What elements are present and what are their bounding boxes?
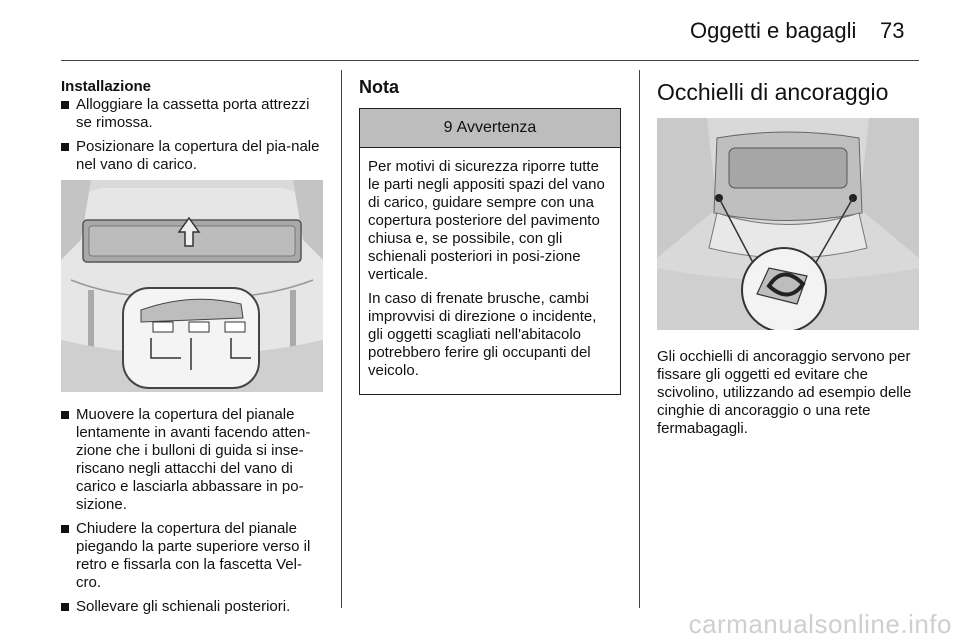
watermark: carmanualsonline.info [688, 609, 952, 639]
warning-symbol-icon: 9 [443, 119, 453, 136]
list-item: Muovere la copertura del pianale lentamente in avanti facendo atten-zione che i bulloni di guida si inse-riscano negli attacchi del vano di carico e lasciarla abbassare in po-sizione. [61, 406, 325, 514]
warning-box [359, 108, 621, 395]
instruction-list-bottom [61, 406, 325, 616]
warning-body [360, 148, 620, 394]
list-item: Posizionare la copertura del pia-nale nel vano di carico. [61, 138, 325, 174]
column-divider [639, 70, 640, 608]
list-item: Chiudere la copertura del pianale piegando la parte superiore verso il retro e fissarla con la fascetta Vel-cro. [61, 520, 325, 592]
middle-column [359, 74, 623, 395]
right-column [657, 74, 921, 438]
header-rule [61, 60, 919, 61]
instruction-list-top [61, 96, 325, 174]
warning-paragraph: In caso di frenate brusche, cambi improvvisi di direzione o incidente, gli oggetti scagliati nell'abitacolo potrebbero ferire gli occupanti del veicolo. [368, 290, 597, 379]
warning-header [360, 109, 620, 148]
section-title: Occhielli di ancoraggio [657, 79, 889, 105]
installation-subhead: Installazione [61, 78, 152, 95]
left-column [61, 74, 325, 622]
column-divider [341, 70, 342, 608]
list-item: Sollevare gli schienali posteriori. [61, 598, 325, 616]
warning-paragraph: Per motivi di sicurezza riporre tutte le parti negli appositi spazi del vano di carico, guidare sempre con una copertura posteriore del pavimento chiusa e, se possibile, con gli schienali posteriori in posi-zione verticale. [368, 158, 605, 283]
section-body: Gli occhielli di ancoraggio servono per fissare gli oggetti ed evitare che scivolino, utilizzando ad esempio delle cinghie di ancoraggio o una rete fermabagagli. [657, 348, 912, 437]
floor-cover-illustration [61, 180, 323, 392]
warning-title: Avvertenza [456, 119, 537, 136]
anchor-eyelet-illustration [657, 118, 919, 330]
page-header-title: Oggetti e bagagli [690, 18, 857, 43]
note-title: Nota [359, 77, 399, 97]
page-number: 73 [880, 18, 905, 43]
list-item: Alloggiare la cassetta porta attrezzi se rimossa. [61, 96, 325, 132]
